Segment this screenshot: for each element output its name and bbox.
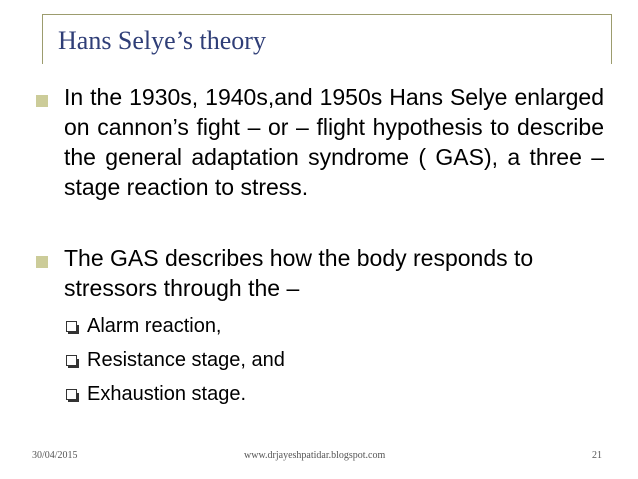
sub-item-3: Exhaustion stage. [87,383,246,405]
checkbox-bullet-icon [66,321,77,332]
square-bullet-icon [36,95,48,107]
sub-item-1: Alarm reaction, [87,315,222,337]
checkbox-bullet-icon [66,389,77,400]
title-frame-right-rule [611,14,612,64]
slide-title: Hans Selye’s theory [58,26,266,55]
bullet-text-2: The GAS describes how the body responds to stressors through the – [64,245,534,301]
footer-website: www.drjayeshpatidar.blogspot.com [244,450,386,461]
square-bullet-icon [36,256,48,268]
sub-item-2: Resistance stage, and [87,349,285,371]
bullet-text-1: In the 1930s, 1940s,and 1950s Hans Selye enlarged on cannon’s fight – or – flight hypothesis to describe the general adaptation syndrome ( GAS), a three – stage reaction to stress. [64,84,604,200]
footer-date: 30/04/2015 [32,450,78,461]
title-frame-top-rule [42,14,612,15]
checkbox-bullet-icon [66,355,77,366]
footer-page-number: 21 [592,450,602,461]
title-frame-left-rule [42,14,43,64]
